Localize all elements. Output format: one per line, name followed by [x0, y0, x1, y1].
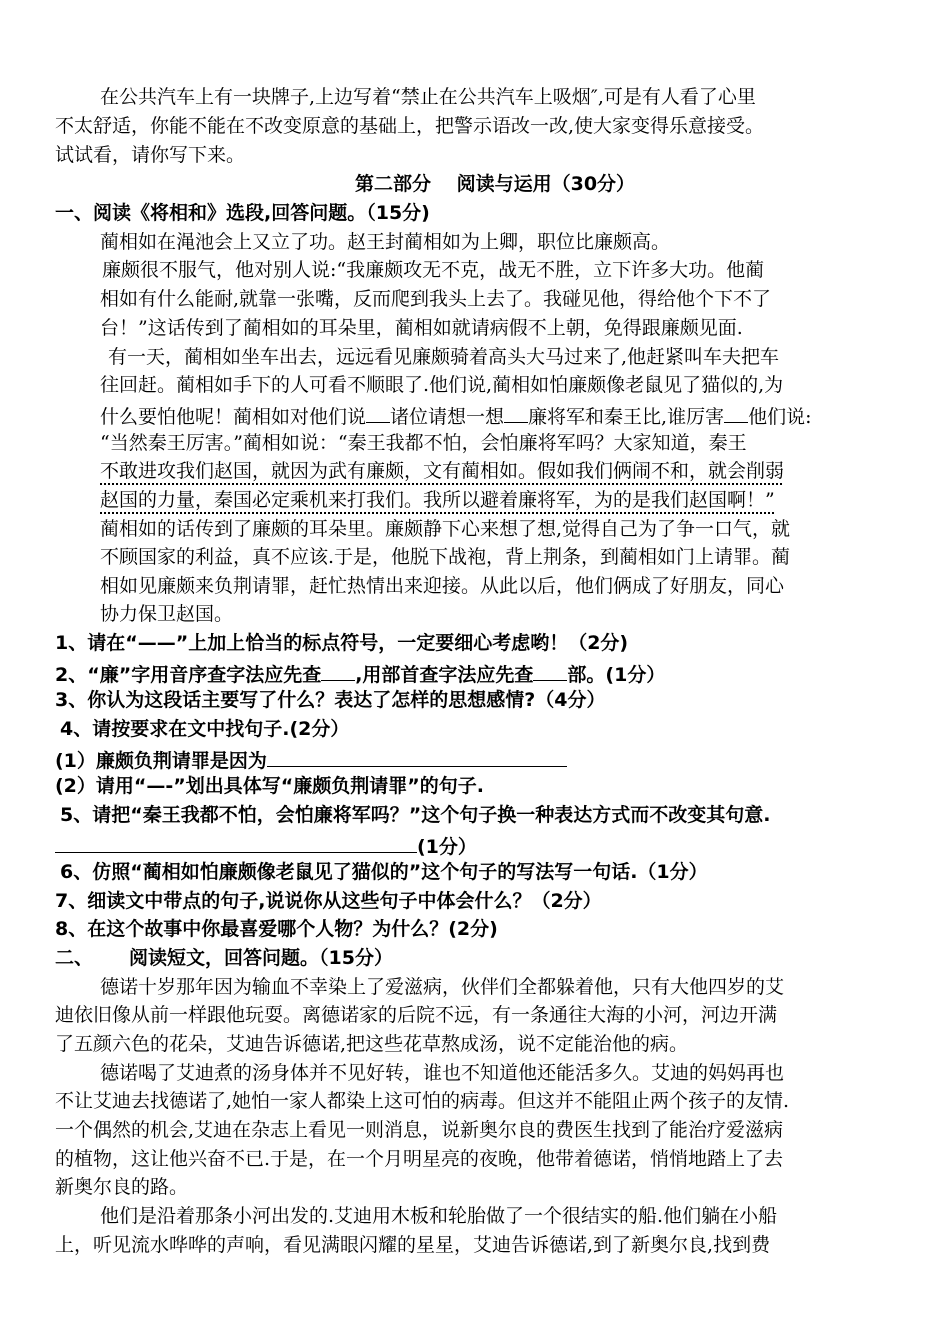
section-two-title: 阅读短文，回答问题。（15分）	[129, 947, 393, 969]
passage-p2-line-2: 相如有什么能耐,就靠一张嘴，反而爬到我头上去了。我碰见他，得给他个下不了	[100, 288, 772, 310]
passage-text: 他们说:	[748, 406, 812, 428]
passage-paragraph-1: 蔺相如在渑池会上又立了功。赵王封蔺相如为上卿，职位比廉颇高。	[100, 231, 671, 253]
question-8: 8、在这个故事中你最喜爱哪个人物？为什么？(2分)	[55, 918, 498, 940]
story-p1-line-1: 德诺十岁那年因为输血不幸染上了爱滋病，伙伴们全都躲着他，只有大他四岁的艾	[100, 976, 785, 998]
story-p3-line-2: 上，听见流水哗哗的声响，看见满眼闪耀的星星，艾迪告诉德诺,到了新奥尔良,找到费	[55, 1234, 771, 1256]
passage-p3-line-2: 往回赶。蔺相如手下的人可看不顺眼了.他们说,蔺相如怕廉颇像老鼠见了猫似的,为	[100, 374, 784, 396]
question-2-text: 2、“廉”字用音序查字法应先查	[55, 664, 322, 686]
section-one-heading: 一、阅读《将相和》选段,回答问题。（15分)	[55, 202, 430, 224]
question-7: 7、细读文中带点的句子,说说你从这些句子中体会什么？（2分）	[55, 890, 602, 912]
story-p2-line-1: 德诺喝了艾迪煮的汤身体并不见好转，谁也不知道他还能活多久。艾迪的妈妈再也	[100, 1062, 785, 1084]
question-2	[55, 661, 665, 687]
question-2-text: 部。(1分）	[567, 664, 666, 686]
question-5: 5、请把“秦王我都不怕，会怕廉将军吗？”这个句子换一种表达方式而不改变其句意.	[60, 804, 771, 826]
question-4-2: (2）请用“—-”划出具体写“廉颇负荆请罪”的句子.	[55, 775, 484, 797]
intro-line-2: 不太舒适，你能不能在不改变原意的基础上，把警示语改一改,使大家变得乐意接受。	[55, 115, 765, 137]
intro-line-1: 在公共汽车上有一块牌子,上边写着“禁止在公共汽车上吸烟″,可是有人看了心里	[100, 86, 756, 108]
answer-blank[interactable]	[321, 661, 355, 681]
question-3: 3、你认为这段话主要写了什么？表达了怎样的思想感情?（4分）	[55, 689, 606, 711]
passage-p3-line-10: 协力保卫赵国。	[100, 603, 234, 625]
story-p2-line-2: 不让艾迪去找德诺了,她怕一家人都染上这可怕的病毒。但这并不能阻止两个孩子的友情.	[55, 1090, 790, 1112]
passage-p2-line-3: 台！”这话传到了蔺相如的耳朵里，蔺相如就请病假不上朝，免得跟廉颇见面.	[100, 317, 743, 339]
answer-blank[interactable]	[267, 747, 567, 767]
answer-blank[interactable]	[533, 661, 567, 681]
story-p2-line-3: 一个偶然的机会,艾迪在杂志上看见一则消息，说新奥尔良的费医生找到了能治疗爱滋病	[55, 1119, 784, 1141]
question-4-1	[55, 747, 567, 773]
passage-p3-line-9: 相如见廉颇来负荆请罪，赶忙热情出来迎接。从此以后，他们俩成了好朋友，同心	[100, 575, 785, 597]
section-two-heading	[55, 947, 393, 970]
question-1: 1、请在“——”上加上恰当的标点符号，一定要细心考虑哟！（2分)	[55, 632, 629, 654]
punctuation-blank[interactable]	[366, 403, 390, 423]
passage-p2-line-1: 廉颇很不服气，他对别人说:“我廉颇攻无不克，战无不胜，立下许多大功。他蔺	[102, 259, 765, 281]
question-6: 6、仿照“蔺相如怕廉颇像老鼠见了猫似的”这个句子的写法写一句话.（1分）	[60, 861, 708, 883]
answer-blank[interactable]	[55, 833, 417, 853]
question-5-answer-line	[55, 833, 477, 859]
story-p2-line-4: 的植物，这让他兴奋不已.于是，在一个月明星亮的夜晚，他带着德诺，悄悄地踏上了去	[55, 1148, 784, 1170]
question-2-text: ,用部首查字法应先查	[355, 664, 534, 686]
intro-line-3: 试试看，请你写下来。	[55, 144, 246, 166]
question-5-score: (1分）	[417, 836, 477, 858]
passage-text: 什么要怕他呢！蔺相如对他们说	[100, 406, 367, 428]
passage-text: 廉将军和秦王比,谁厉害	[528, 406, 725, 428]
story-p1-line-2: 迪依旧像从前一样跟他玩耍。离德诺家的后院不远，有一条通往大海的小河，河边开满	[55, 1004, 778, 1026]
punctuation-blank[interactable]	[724, 403, 748, 423]
punctuation-blank[interactable]	[504, 403, 528, 423]
question-4-1-text: (1）廉颇负荆请罪是因为	[55, 750, 267, 772]
passage-p3-line-3	[100, 403, 811, 429]
story-p2-line-5: 新奥尔良的路。	[55, 1176, 189, 1198]
passage-p3-line-8: 不顾国家的利益，真不应该.于是，他脱下战袍，背上荆条，到蔺相如门上请罪。蔺	[100, 546, 791, 568]
passage-p3-line-7: 蔺相如的话传到了廉颇的耳朵里。廉颇静下心来想了想,觉得自己为了争一口气，就	[100, 518, 791, 540]
dotted-sentence-line-1: 不敢进攻我们赵国，就因为武有廉颇，文有蔺相如。假如我们俩闹不和，就会削弱	[100, 460, 785, 482]
part-two-title: 第二部分 阅读与运用（30分）	[355, 173, 636, 195]
passage-p3-line-4: “当然秦王厉害。”蔺相如说：“秦王我都不怕，会怕廉将军吗？大家知道，秦王	[100, 432, 747, 454]
passage-text: 诸位请想一想	[390, 406, 505, 428]
section-two-number: 二、	[55, 947, 94, 969]
question-4: 4、请按要求在文中找句子.(2分）	[60, 718, 350, 740]
dotted-sentence-line-2: 赵国的力量，秦国必定乘机来打我们。我所以避着廉将军，为的是我们赵国啊！”	[100, 489, 775, 511]
story-p3-line-1: 他们是沿着那条小河出发的.艾迪用木板和轮胎做了一个很结实的船.他们躺在小船	[100, 1205, 778, 1227]
passage-p3-line-1: 有一天，蔺相如坐车出去，远远看见廉颇骑着高头大马过来了,他赶紧叫车夫把车	[108, 346, 780, 368]
story-p1-line-3: 了五颜六色的花朵，艾迪告诉德诺,把这些花草熬成汤，说不定能治他的病。	[55, 1033, 689, 1055]
